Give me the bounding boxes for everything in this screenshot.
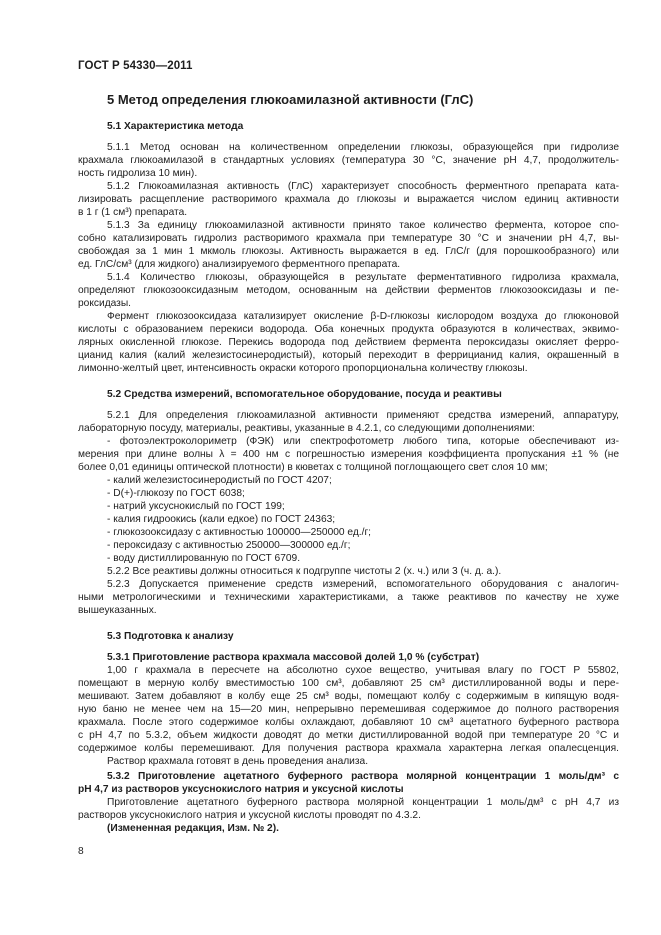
- text-line: крахмала глюкоамилазой в стандартных условиях (температура 30 °C, значение pH 4,7, продолжитель-: [78, 155, 619, 166]
- text-line: мерения при длине волны λ = 400 нм с погрешностью измерения коэффициента пропускания ±1 % (не: [78, 449, 619, 460]
- text-line: кислоты с образованием перекиси водорода. Оба конечных продукта образуются в количествах, эквимо-: [78, 324, 619, 335]
- text-line: ными метрологическими и техническими характеристиками, а также реактивов по качеству не хуже: [78, 592, 619, 603]
- text-line: - воду дистиллированную по ГОСТ 6709.: [107, 553, 301, 564]
- text-line: 5.2 Средства измерений, вспомогательное оборудование, посуда и реактивы: [107, 389, 502, 400]
- text-line: 5.3.1 Приготовление раствора крахмала массовой долей 1,0 % (субстрат): [107, 652, 480, 663]
- text-line: - фотоэлектроколориметр (ФЭК) или спектрофотометр любого типа, которые обеспечивают из-: [107, 436, 619, 447]
- text-line: помещают в мерную колбу вместимостью 100 см³, добавляют 25 см³ дистиллированной воды и пере-: [78, 678, 619, 689]
- text-line: ед. ГлС/см³ (для жидкого) анализируемого ферментного препарата.: [78, 259, 401, 270]
- text-line: pH 4,7 из растворов уксуснокислого натрия и уксусной кислоты: [78, 784, 404, 795]
- text-line: растворов уксуснокислого натрия и уксусной кислоты проводят по 4.3.2.: [78, 810, 421, 821]
- text-line: Фермент глюкозооксидаза катализирует окисление β-D-глюкозы кислородом воздуха до глюконовой: [107, 311, 619, 322]
- text-line: 5.1.4 Количество глюкозы, образующейся в результате ферментативного гидролиза крахмала,: [107, 272, 619, 283]
- text-line: - натрий уксуснокислый по ГОСТ 199;: [107, 501, 285, 512]
- text-line: (Измененная редакция, Изм. № 2).: [107, 823, 279, 834]
- text-line: ность гидролиза 10 мин).: [78, 168, 198, 179]
- text-line: свобождая за 1 мин 1 мкмоль глюкозы. Активность выражается в ед. ГлС/г (для порошкообразного) или: [78, 246, 619, 257]
- text-line: собно катализировать гидролиз растворимого крахмала при температуре 30 °C и значении pH 4,7, вы-: [78, 233, 619, 244]
- section-title: 5 Метод определения глюкоамилазной активности (ГлС): [107, 92, 474, 107]
- text-line: определяют глюкозооксидазным методом, основанным на действии ферментов глюкозооксидазы и пе-: [78, 285, 619, 296]
- text-line: 1,00 г крахмала в пересчете на абсолютно сухое вещество, учитывая влагу по ГОСТ Р 55802,: [107, 665, 619, 676]
- text-line: 5.1.3 За единицу глюкоамилазной активности принято такое количество фермента, которое спо-: [107, 220, 619, 231]
- text-line: роксидазы.: [78, 298, 132, 309]
- text-line: - D(+)-глюкозу по ГОСТ 6038;: [107, 488, 245, 499]
- text-line: ную баню не менее чем на 15—20 мин, непрерывно перемешивая содержимое до полного растворения: [78, 704, 619, 715]
- text-line: лимонно-желтый цвет, интенсивность окраски которого пропорциональна количеству глюкозы.: [78, 363, 528, 374]
- text-line: Раствор крахмала готовят в день проведения анализа.: [107, 756, 369, 767]
- text-line: 5.3 Подготовка к анализу: [107, 631, 234, 642]
- text-line: 5.1 Характеристика метода: [107, 121, 244, 132]
- text-line: 5.2.1 Для определения глюкоамилазной активности применяют средства измерений, аппаратуру,: [107, 410, 619, 421]
- text-line: лизировать расщепление растворимого крахмала до глюкозы и выражается числом единиц активности: [78, 194, 619, 205]
- text-line: содержимое колбы перемешивают. Для получения раствора крахмала характерна легкая опалесценция.: [78, 743, 619, 754]
- standard-header: ГОСТ Р 54330—2011: [78, 60, 193, 72]
- text-line: 5.1.1 Метод основан на количественном определении глюкозы, образующейся при гидролизе: [107, 142, 619, 153]
- page-number: 8: [78, 846, 84, 857]
- text-line: 5.3.2 Приготовление ацетатного буферного раствора молярной концентрации 1 моль/дм³ с: [107, 771, 619, 782]
- text-line: - глюкозооксидазу с активностью 100000—250000 ед./г;: [107, 527, 372, 538]
- text-line: более 0,01 единицы оптической плотности) в кюветах с толщиной поглощающего свет слоя 10 мм;: [78, 462, 548, 473]
- text-line: лабораторную посуду, материалы, реактивы, указанные в 4.2.1, со следующими дополнениями:: [78, 423, 535, 434]
- text-line: вышеуказанных.: [78, 605, 157, 616]
- text-line: лярных окисленной глюкозе. Перекись водорода под действием фермента пероксидазы окисляет ферро-: [78, 337, 619, 348]
- text-line: 5.1.2 Глюкоамилазная активность (ГлС) характеризует способность ферментного препарата ката-: [107, 181, 619, 192]
- text-line: 5.2.2 Все реактивы должны относиться к подгруппе чистоты 2 (х. ч.) или 3 (ч. д. а.).: [107, 566, 502, 577]
- text-line: с pH 4,7 по 5.3.2, объем жидкости доводят до метки дистиллированной водой при температуре 20 °C и: [78, 730, 619, 741]
- text-line: - калий железистосинеродистый по ГОСТ 4207;: [107, 475, 332, 486]
- text-line: - пероксидазу с активностью 250000—300000 ед./г;: [107, 540, 351, 551]
- text-line: 5.2.3 Допускается применение средств измерений, вспомогательного оборудования с аналогич-: [107, 579, 619, 590]
- text-line: Приготовление ацетатного буферного раствора молярной концентрации 1 моль/дм³ с pH 4,7 из: [107, 797, 619, 808]
- text-line: в 1 г (1 см³) препарата.: [78, 207, 188, 218]
- text-line: цианид калия (калий железистосинеродистый), который переходит в феррицианид калия, окрашенный в: [78, 350, 619, 361]
- text-line: крахмала. После этого содержимое колбы охлаждают, добавляют 10 см³ ацетатного буферного раствора: [78, 717, 619, 728]
- text-line: мешивают. Затем добавляют в колбу еще 25 см³ воды, помещают колбу с содержимым в кипящую водя-: [78, 691, 619, 702]
- text-line: - калия гидроокись (кали едкое) по ГОСТ 24363;: [107, 514, 336, 525]
